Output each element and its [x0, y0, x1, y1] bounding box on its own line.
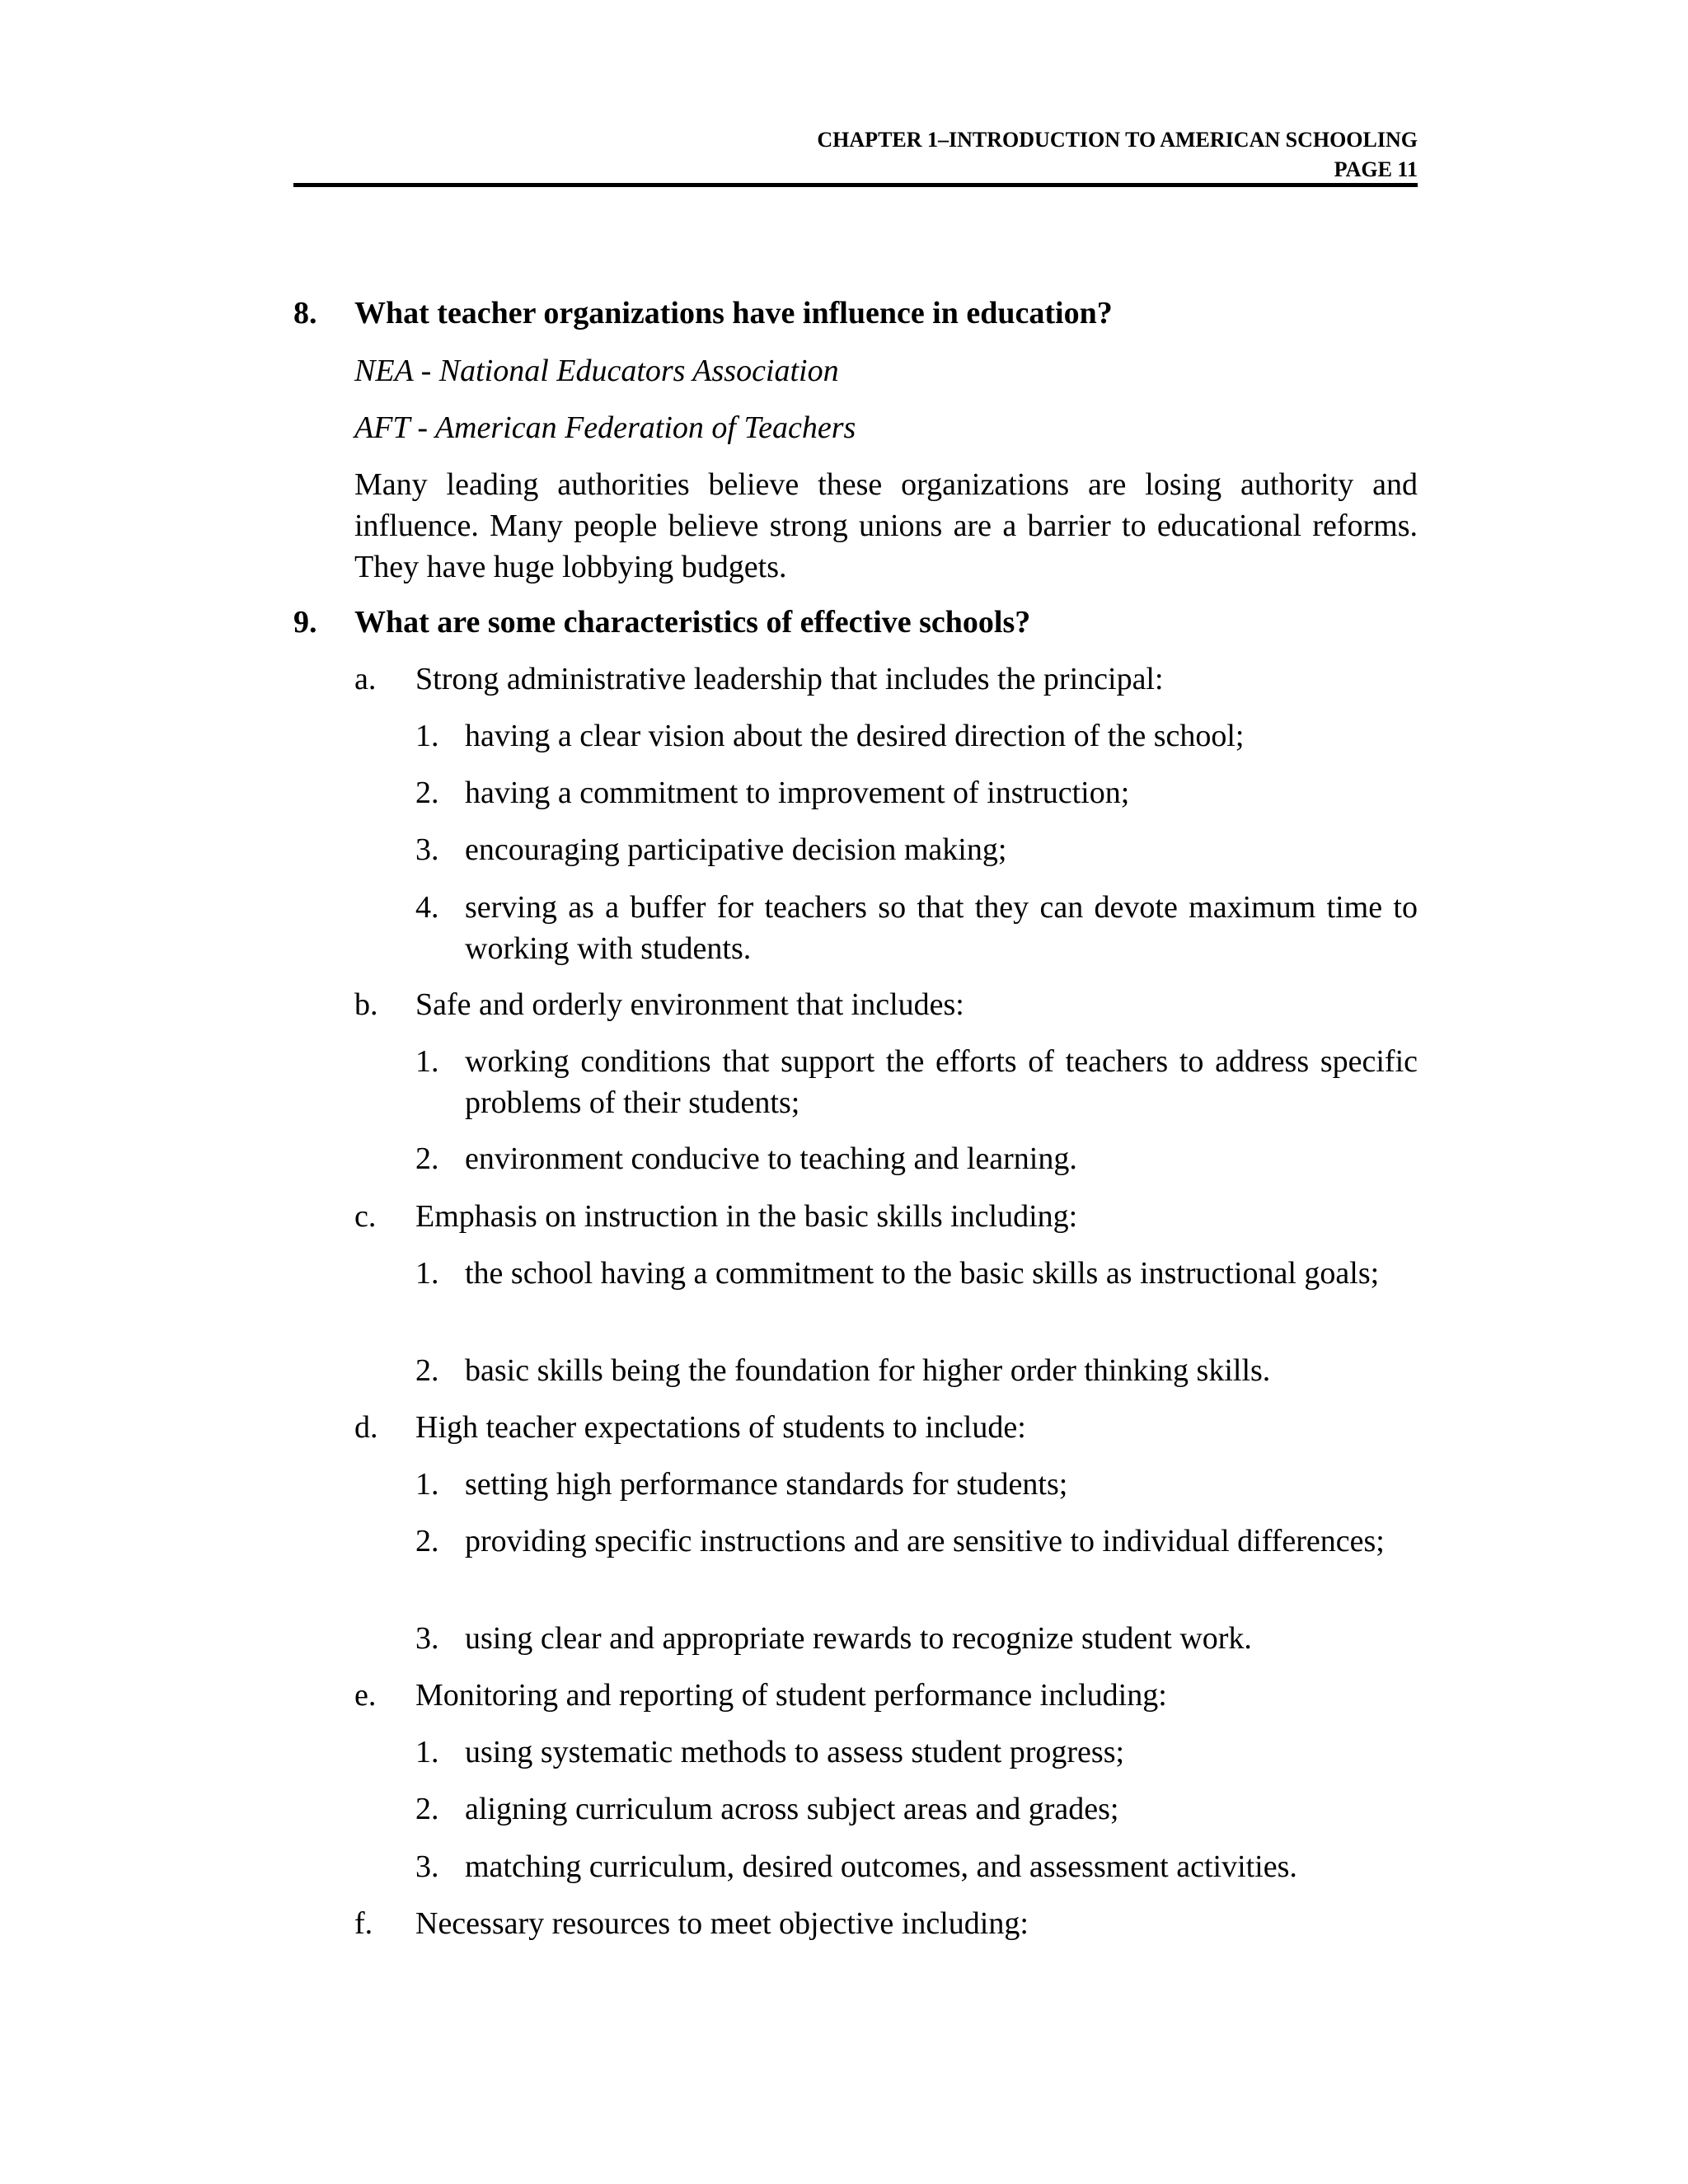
sub-text: setting high performance standards for students;: [465, 1467, 1068, 1502]
question-text: What teacher organizations have influence in education?: [354, 296, 1113, 330]
page-number: PAGE 11: [1334, 157, 1418, 181]
item-letter: f.: [354, 1906, 373, 1941]
sub-text: encouraging participative decision making;: [465, 832, 1007, 867]
sub-number: 2.: [415, 1141, 439, 1176]
item-letter: b.: [354, 987, 378, 1022]
sub-text: working conditions that support the efforts of teachers to address specific problems of their students;: [465, 1044, 1418, 1120]
question-text: What are some characteristics of effective schools?: [354, 605, 1031, 640]
sub-text: matching curriculum, desired outcomes, and assessment activities.: [465, 1849, 1297, 1884]
item-letter: e.: [354, 1678, 377, 1713]
sub-number: 1.: [415, 1467, 439, 1502]
sub-number: 2.: [415, 1792, 439, 1826]
sub-text: serving as a buffer for teachers so that they can devote maximum time to working with students.: [465, 890, 1418, 966]
sub-text: using clear and appropriate rewards to recognize student work.: [465, 1621, 1252, 1656]
sub-text: having a clear vision about the desired direction of the school;: [465, 719, 1245, 753]
item-text: Monitoring and reporting of student performance including:: [415, 1678, 1167, 1713]
sub-number: 3.: [415, 1621, 439, 1656]
sub-number: 1.: [415, 1735, 439, 1769]
item-text: Necessary resources to meet objective including:: [415, 1906, 1029, 1941]
chapter-title: CHAPTER 1–INTRODUCTION TO AMERICAN SCHOOLING: [817, 128, 1418, 152]
item-text: Strong administrative leadership that includes the principal:: [415, 662, 1164, 696]
sub-text: aligning curriculum across subject areas and grades;: [465, 1792, 1119, 1826]
sub-number: 1.: [415, 1256, 439, 1291]
item-text: Emphasis on instruction in the basic skills including:: [415, 1199, 1078, 1234]
item-text: High teacher expectations of students to include:: [415, 1410, 1026, 1445]
sub-text: basic skills being the foundation for higher order thinking skills.: [465, 1353, 1271, 1388]
sub-number: 3.: [415, 1849, 439, 1884]
item-letter: d.: [354, 1410, 378, 1445]
sub-number: 1.: [415, 1044, 439, 1079]
running-header: [293, 125, 1418, 185]
sub-text: environment conducive to teaching and learning.: [465, 1141, 1077, 1176]
sub-number: 2.: [415, 776, 439, 810]
item-letter: c.: [354, 1199, 377, 1234]
sub-text: the school having a commitment to the basic skills as instructional goals;: [465, 1256, 1380, 1291]
question-number: 8.: [293, 296, 317, 330]
sub-text: providing specific instructions and are sensitive to individual differences;: [465, 1524, 1385, 1558]
sub-text: using systematic methods to assess student progress;: [465, 1735, 1125, 1769]
q8-paragraph: Many leading authorities believe these organizations are losing authority and influence. Many people believe strong unions are a barrier to educational reforms. They have huge lobbying budgets.: [354, 467, 1418, 584]
item-text: Safe and orderly environment that includes:: [415, 987, 964, 1022]
sub-number: 4.: [415, 890, 439, 925]
sub-number: 3.: [415, 832, 439, 867]
sub-text: having a commitment to improvement of instruction;: [465, 776, 1130, 810]
org-aft: AFT - American Federation of Teachers: [354, 410, 856, 445]
sub-number: 2.: [415, 1353, 439, 1388]
item-letter: a.: [354, 662, 377, 696]
header-rule: [293, 183, 1418, 187]
org-nea: NEA - National Educators Association: [354, 354, 839, 388]
sub-number: 2.: [415, 1524, 439, 1558]
sub-number: 1.: [415, 719, 439, 753]
question-number: 9.: [293, 605, 317, 640]
